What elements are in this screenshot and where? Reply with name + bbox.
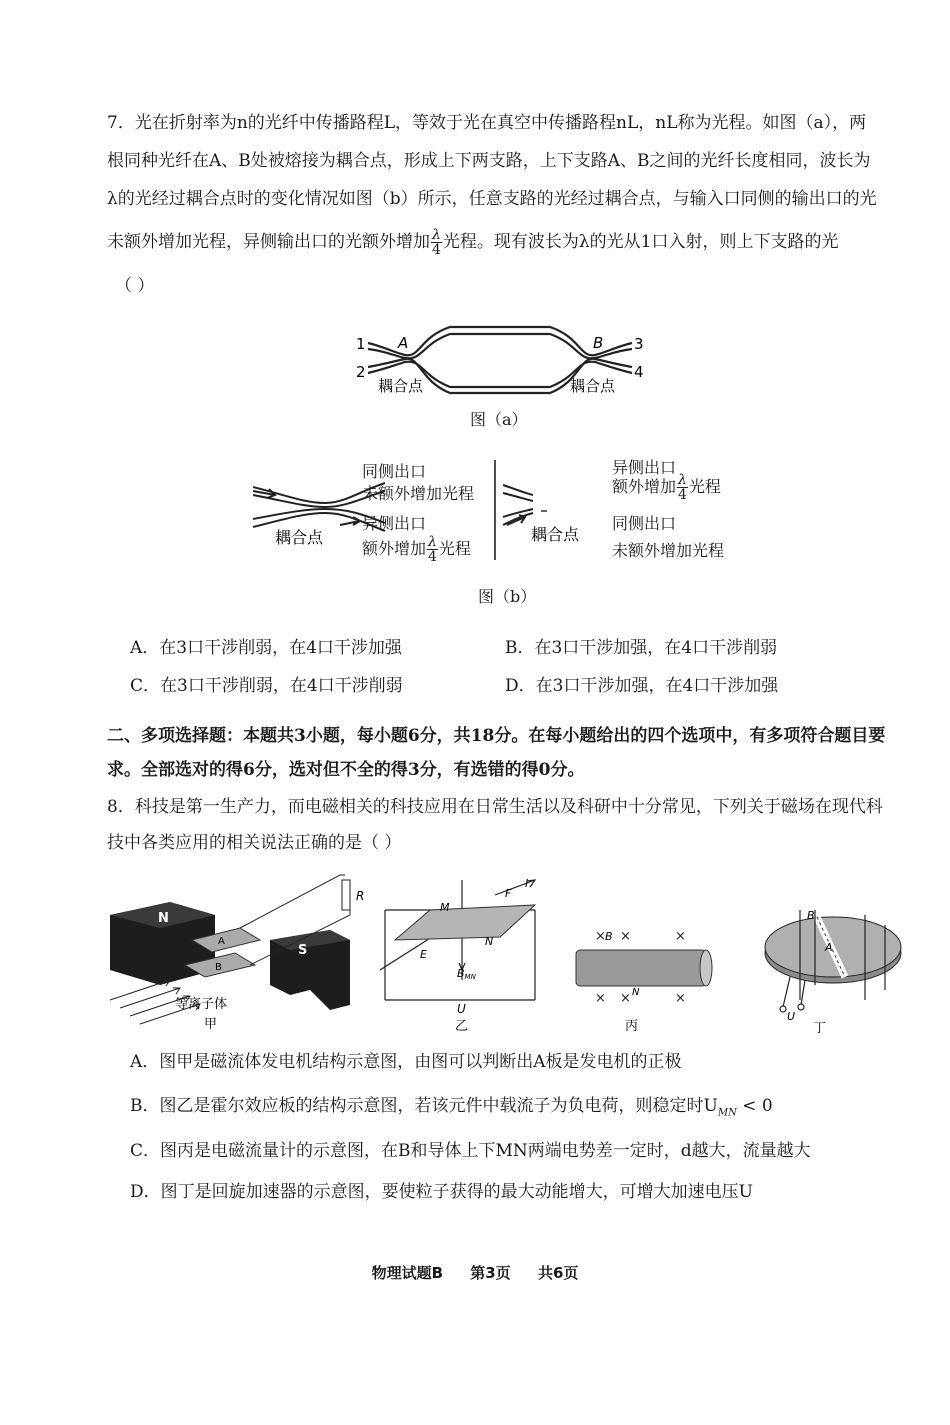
- field-b-label-ding: B: [807, 909, 815, 922]
- resistor-r-label: R: [356, 889, 365, 903]
- point-e-label: E: [420, 948, 427, 961]
- footer-page: 第3页: [470, 1264, 511, 1282]
- port-2-label: 2: [356, 363, 366, 381]
- q7-line2: 根同种光纤在A、B处被熔接为耦合点，形成上下两支路，上下支路A、B之间的光纤长度相同，波长为: [107, 151, 871, 171]
- figure-bing-caption: 丙: [625, 1019, 639, 1034]
- q8-line1: 8．科技是第一生产力，而电磁相关的科技应用在日常生活以及科研中十分常见，下列关于磁场在现代科: [107, 797, 883, 817]
- q8-option-a: A．图甲是磁流体发电机结构示意图，由图可以判断出A板是发电机的正极: [130, 1052, 682, 1072]
- q8-line2: 技中各类应用的相关说法正确的是（ ）: [107, 833, 402, 853]
- plate-b-label: B: [215, 962, 222, 973]
- q8-option-c: C．图丙是电磁流量计的示意图，在B和导体上下MN两端电势差一定时，d越大，流量越大: [130, 1141, 811, 1161]
- point-f-label: F: [505, 887, 512, 900]
- fig-b-right-top-2: 额外增加 $\frac{\lambda}{4}$ 光程: [612, 472, 721, 503]
- q7-option-d: D．在3口干涉加强，在4口干涉加强: [505, 676, 779, 696]
- figure-bing-flowmeter: [570, 920, 720, 1035]
- point-a-label-ding: A: [825, 941, 833, 954]
- figure-a-fiber-coupler: [350, 315, 650, 405]
- q7-answer-bracket: （ ）: [115, 276, 155, 296]
- lambda-quarter-fraction: $\frac{\lambda}{4}$: [431, 227, 441, 258]
- page-footer: [0, 1262, 950, 1283]
- voltage-u-label: U: [457, 1002, 466, 1016]
- point-m-label: M: [440, 901, 450, 914]
- section2-heading-line1: 二、多项选择题：本题共3小题，每小题6分，共18分。在每小题给出的四个选项中，有多项符合题目要: [107, 726, 886, 746]
- q7-line4-part1: 未额外增加光程，异侧输出口的光额外增加: [107, 232, 430, 252]
- fig-b-right-bot-1: 同侧出口: [612, 514, 677, 533]
- fig-b-right-bot-2: 未额外增加光程: [612, 541, 725, 560]
- svg-text:×: ×: [620, 929, 631, 944]
- svg-text:×: ×: [595, 929, 606, 944]
- port-3-label: 3: [634, 335, 644, 353]
- point-a-label: A: [398, 334, 409, 352]
- svg-text:×: ×: [675, 991, 686, 1006]
- fig-b-left-bot-1: 异侧出口: [362, 514, 427, 533]
- q7-line3: λ的光经过耦合点时的变化情况如图（b）所示，任意支路的光经过耦合点，与输入口同侧的输出口的光: [107, 189, 877, 209]
- voltage-u-label-ding: U: [787, 1010, 796, 1023]
- fig-b-left-bot-2: 额外增加 $\frac{\lambda}{4}$ 光程: [362, 534, 471, 565]
- footer-total: 共6页: [537, 1264, 579, 1282]
- point-n-label: N: [485, 935, 494, 948]
- point-n-label-bing: N: [632, 987, 640, 998]
- magnet-n-label: N: [158, 911, 169, 926]
- q8-option-b: B．图乙是霍尔效应板的结构示意图，若该元件中载流子为负电荷，则稳定时$U_{MN} < 0$: [130, 1096, 773, 1119]
- q7-line4: [107, 228, 838, 257]
- figure-a-caption: 图（a）: [470, 410, 528, 429]
- fig-b-left-top-2: 未额外增加光程: [362, 484, 475, 503]
- section2-heading-line2: 求。全部选对的得6分，选对但不全的得3分，有选错的得0分。: [107, 760, 585, 780]
- fig-b-left-top-1: 同侧出口: [362, 462, 427, 481]
- current-i-label: I: [525, 877, 529, 890]
- field-b-label-bing: B: [605, 930, 613, 943]
- fig-b-right-top-1: 异侧出口: [612, 458, 677, 477]
- svg-text:×: ×: [620, 991, 631, 1006]
- q7-line1: 7．光在折射率为n的光纤中传播路程L，等效于光在真空中传播路程nL，nL称为光程。如图（a），两: [107, 113, 867, 133]
- q7-option-c: C．在3口干涉削弱，在4口干涉削弱: [130, 676, 403, 696]
- coupler-right-label: 耦合点: [570, 377, 616, 395]
- svg-text:×: ×: [595, 991, 606, 1006]
- figure-yi-hall-plate: [375, 875, 555, 1035]
- figure-ding-caption: 丁: [813, 1021, 827, 1035]
- figure-b-caption: 图（b）: [478, 587, 537, 606]
- magnet-s-label: S: [298, 943, 308, 958]
- footer-subject: 物理试题B: [371, 1264, 444, 1282]
- figure-jia-mhd-generator: [100, 870, 380, 1035]
- coupler-left-label: 耦合点: [378, 377, 424, 395]
- figure-ding-cyclotron: [755, 905, 905, 1035]
- fig-b-left-coupler-label: 耦合点: [275, 528, 324, 547]
- fig-b-right-coupler-label: 耦合点: [531, 525, 580, 544]
- port-4-label: 4: [634, 363, 644, 381]
- plate-a-label: A: [218, 936, 225, 947]
- svg-text:×: ×: [675, 929, 686, 944]
- q7-option-a: A．在3口干涉削弱，在4口干涉加强: [130, 638, 402, 658]
- figure-yi-caption: 乙: [455, 1019, 469, 1034]
- q8-option-d: D．图丁是回旋加速器的示意图，要使粒子获得的最大动能增大，可增大加速电压U: [130, 1182, 753, 1202]
- plasma-label: 等离子体: [175, 997, 228, 1012]
- port-1-label: 1: [356, 335, 366, 353]
- q7-line4-part2: 光程。现有波长为λ的光从1口入射，则上下支路的光: [442, 232, 839, 252]
- q7-option-b: B．在3口干涉加强，在4口干涉削弱: [505, 638, 778, 658]
- figure-jia-caption: 甲: [204, 1017, 218, 1032]
- point-b-label: B: [593, 334, 604, 352]
- field-b-label: BMN: [457, 967, 476, 981]
